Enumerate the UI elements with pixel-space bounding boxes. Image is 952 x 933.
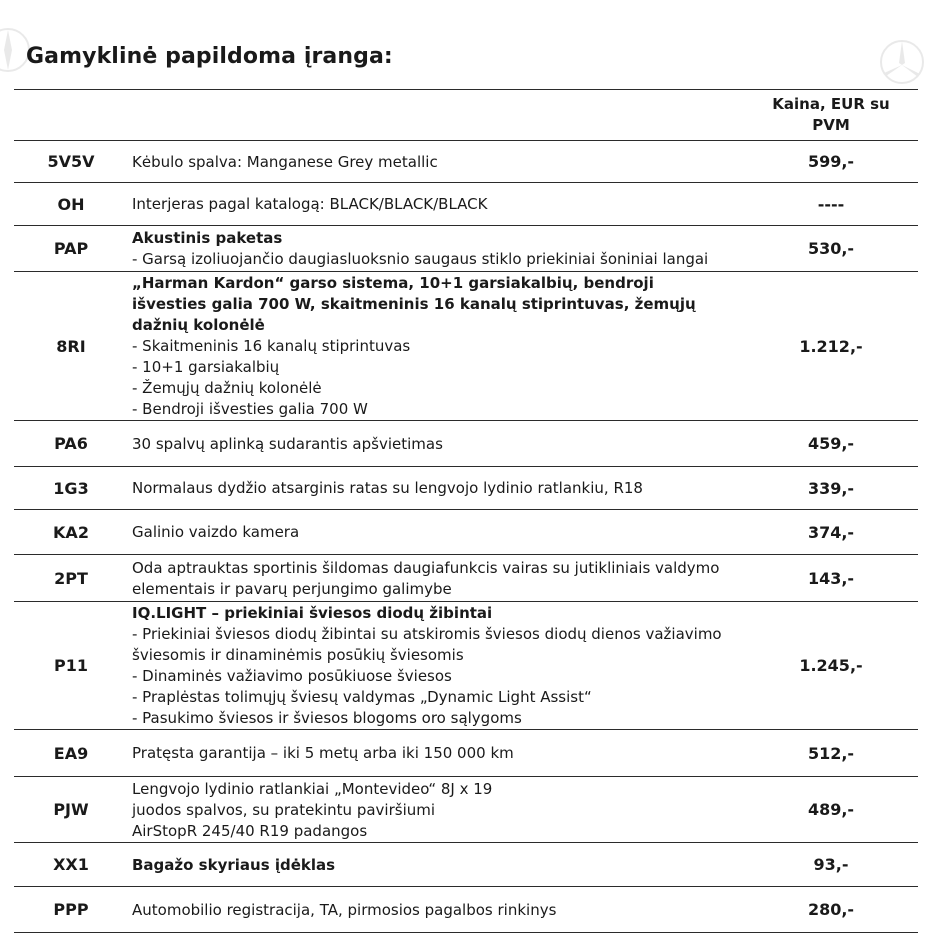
option-code: XX1 <box>14 843 128 887</box>
option-detail-line: - Garsą izoliuojančio daugiasluoksnio saugaus stiklo priekiniai šoniniai langai <box>132 250 709 268</box>
table-row <box>14 183 918 226</box>
option-detail-line: Lengvojo lydinio ratlankiai „Montevideo“ 8J x 19 <box>132 779 493 798</box>
option-code: 2PT <box>14 555 128 602</box>
option-code: EA9 <box>14 730 128 777</box>
option-price: ---- <box>744 183 918 226</box>
option-detail-line: - 10+1 garsiakalbių <box>132 358 280 376</box>
option-detail-line: šviesomis ir dinaminėmis posūkių šviesomis <box>132 646 464 664</box>
option-price: 459,- <box>744 421 918 467</box>
option-price: 512,- <box>744 730 918 777</box>
option-detail-line: - Praplėstas tolimųjų šviesų valdymas „Dynamic Light Assist“ <box>132 688 592 706</box>
table-header-row <box>14 90 918 141</box>
table-row <box>14 602 918 730</box>
table-row <box>14 843 918 887</box>
option-description <box>128 887 744 933</box>
option-code: KA2 <box>14 510 128 555</box>
page-title: Gamyklinė papildoma įranga: <box>26 44 393 69</box>
option-detail-line: Normalaus dydžio atsarginis ratas su lengvojo lydinio ratlankiu, R18 <box>132 479 643 497</box>
option-detail-line: Pratęsta garantija – iki 5 metų arba iki 150 000 km <box>132 744 514 762</box>
table-row <box>14 226 918 272</box>
option-description <box>128 510 744 555</box>
option-detail-line: juodos spalvos, su pratekintu paviršiumi <box>132 800 436 819</box>
option-detail-line: Galinio vaizdo kamera <box>132 523 300 541</box>
option-heading: „Harman Kardon“ garso sistema, 10+1 garsiakalbių, bendroji išvesties galia 700 W, skaitmeninis 16 kanalų stiprintuvas, žemųjų dažnių kolonėlė <box>132 274 696 334</box>
option-detail-line: Automobilio registracija, TA, pirmosios pagalbos rinkinys <box>132 900 557 919</box>
option-code: 1G3 <box>14 467 128 510</box>
option-description <box>128 602 744 730</box>
option-code: PAP <box>14 226 128 272</box>
option-price: 599,- <box>744 141 918 183</box>
option-code: PA6 <box>14 421 128 467</box>
table-row <box>14 421 918 467</box>
option-description <box>128 226 744 272</box>
option-detail-line: - Bendroji išvesties galia 700 W <box>132 400 368 418</box>
table-row <box>14 777 918 843</box>
brand-logo-icon <box>878 38 926 86</box>
option-code: OH <box>14 183 128 226</box>
header-code-cell <box>14 90 128 141</box>
equipment-table <box>14 89 918 933</box>
option-description <box>128 272 744 421</box>
header-desc-cell <box>128 90 744 141</box>
option-description <box>128 730 744 777</box>
option-detail-line: Oda aptrauktas sportinis šildomas daugiafunkcis vairas su jutikliniais valdymo <box>132 558 720 577</box>
table-row <box>14 467 918 510</box>
option-price: 280,- <box>744 887 918 933</box>
option-price: 489,- <box>744 777 918 843</box>
option-heading: Bagažo skyriaus įdėklas <box>132 855 336 874</box>
option-heading: IQ.LIGHT – priekiniai šviesos diodų žibintai <box>132 604 493 622</box>
option-code: 8RI <box>14 272 128 421</box>
option-description <box>128 555 744 602</box>
option-price: 143,- <box>744 555 918 602</box>
option-description <box>128 843 744 887</box>
header-price-cell <box>744 90 918 141</box>
option-heading: Akustinis paketas <box>132 229 283 247</box>
option-code: P11 <box>14 602 128 730</box>
option-detail-line: - Dinaminės važiavimo posūkiuose šviesos <box>132 667 452 685</box>
option-description <box>128 421 744 467</box>
option-price: 93,- <box>744 843 918 887</box>
option-code: PJW <box>14 777 128 843</box>
option-price: 1.212,- <box>744 272 918 421</box>
option-code: 5V5V <box>14 141 128 183</box>
option-description <box>128 777 744 843</box>
table-row <box>14 730 918 777</box>
table-row <box>14 141 918 183</box>
option-code: PPP <box>14 887 128 933</box>
table-row <box>14 272 918 421</box>
option-detail-line: - Žemųjų dažnių kolonėlė <box>132 379 322 397</box>
option-price: 374,- <box>744 510 918 555</box>
table-row <box>14 510 918 555</box>
option-detail-line: - Priekiniai šviesos diodų žibintai su atskiromis šviesos diodų dienos važiavimo <box>132 625 722 643</box>
table-row <box>14 555 918 602</box>
option-description <box>128 183 744 226</box>
option-description <box>128 467 744 510</box>
option-price: 1.245,- <box>744 602 918 730</box>
option-detail-line: - Pasukimo šviesos ir šviesos blogoms oro sąlygoms <box>132 709 522 727</box>
table-row <box>14 887 918 933</box>
option-description <box>128 141 744 183</box>
option-detail-line: - Skaitmeninis 16 kanalų stiprintuvas <box>132 337 411 355</box>
price-column-header: Kaina, EUR su PVM <box>772 94 890 134</box>
option-price: 530,- <box>744 226 918 272</box>
option-detail-line: Interjeras pagal katalogą: BLACK/BLACK/BLACK <box>132 195 488 213</box>
option-detail-line: AirStopR 245/40 R19 padangos <box>132 821 368 840</box>
option-price: 339,- <box>744 467 918 510</box>
option-detail-line: Kėbulo spalva: Manganese Grey metallic <box>132 152 438 171</box>
option-detail-line: 30 spalvų aplinką sudarantis apšvietimas <box>132 434 443 453</box>
option-detail-line: elementais ir pavarų perjungimo galimybe <box>132 579 452 598</box>
